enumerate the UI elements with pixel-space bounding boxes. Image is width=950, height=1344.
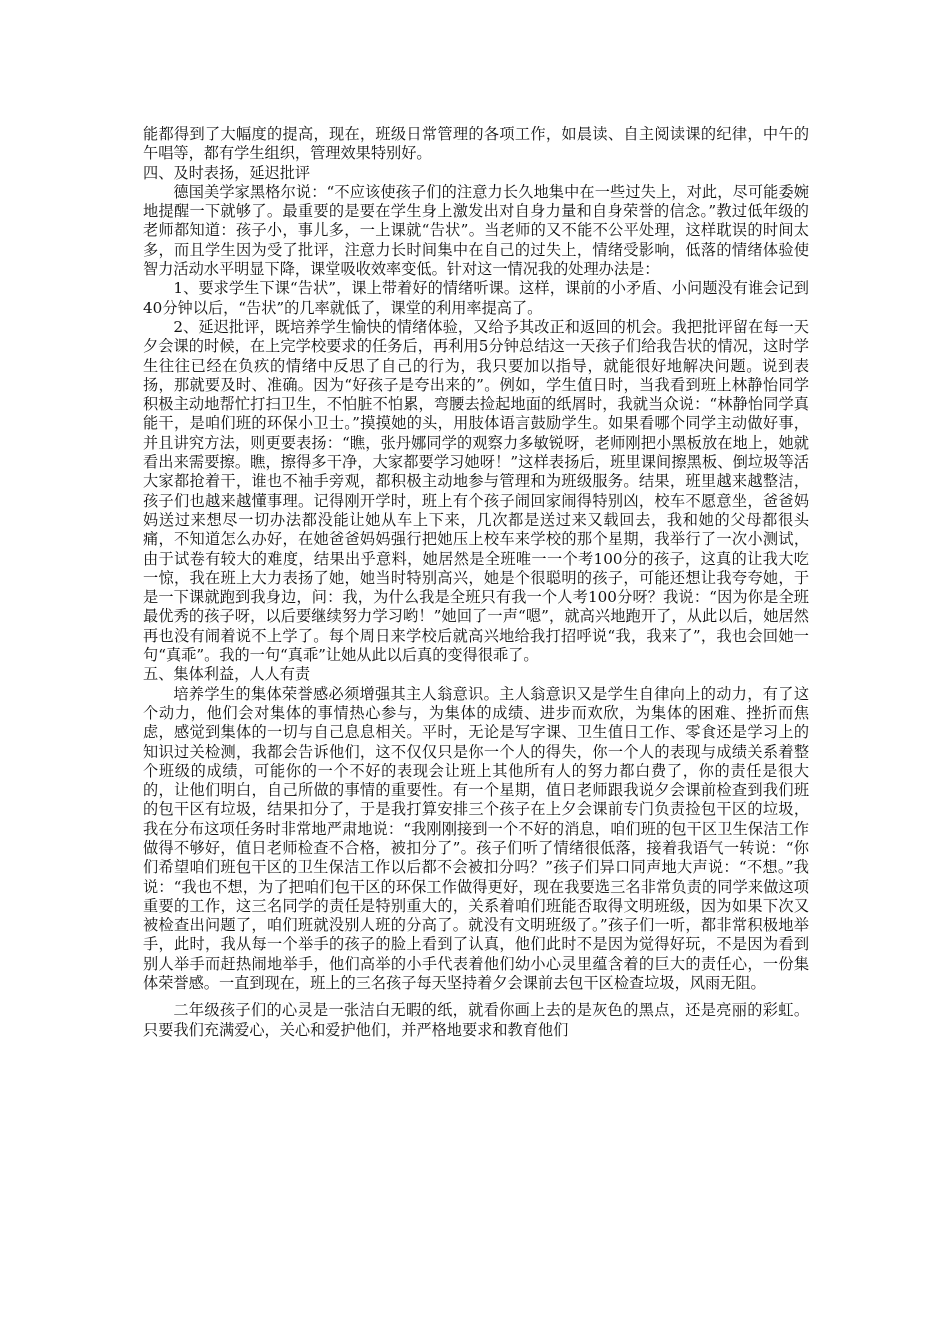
paragraph-point-1: 1、要求学生下课“告状”，课上带着好的情绪听课。这样，课前的小矛盾、小问题没有谁会记到40分钟以后，“告状”的几率就低了，课堂的利用率提高了。 [143, 279, 809, 317]
section-heading-5: 五、集体利益，人人有责 [143, 665, 311, 684]
paragraph-conclusion: 二年级孩子们的心灵是一张洁白无暇的纸，就看你画上去的是灰色的黑点，还是亮丽的彩虹。只要我们充满爱心，关心和爱护他们，并严格地要求和教育他们 [143, 1001, 809, 1039]
paragraph-continued: 能都得到了大幅度的提高，现在，班级日常管理的各项工作，如晨读、自主阅读课的纪律，中午的午唱等，都有学生组织，管理效果特别好。 [143, 125, 809, 163]
paragraph-hegel-quote: 德国美学家黑格尔说：“不应该使孩子们的注意力长久地集中在一些过失上，对此，尽可能委婉地提醒一下就够了。最重要的是要在学生身上激发出对自身力量和自身荣誉的信念。”教过低年级的老师都知道：孩子小，事儿多，一上课就“告状”。当老师的又不能不公平处理，这样耽误的时间太多，而且学生因为受了批评，注意力长时间集中在自己的过失上，情绪受影响，低落的情绪体验使智力活动水平明显下降，课堂吸收效率变低。针对这一情况我的处理办法是： [143, 182, 809, 279]
section-heading-4: 四、及时表扬，延迟批评 [143, 163, 311, 182]
paragraph-point-2: 2、延迟批评，既培养学生愉快的情绪体验，又给予其改正和返回的机会。我把批评留在每一天夕会课的时候，在上完学校要求的任务后，再利用5分钟总结这一天孩子们给我告状的情况，这时学生往往已经在负疚的情绪中反思了自己的行为，我只要加以指导，就能很好地解决问题。说到表扬，那就要及时、准确。因为“好孩子是夸出来的”。例如，学生值日时，当我看到班上林静怡同学积极主动地帮忙打扫卫生，不怕脏不怕累，弯腰去捡起地面的纸屑时，我就当众说：“林静怡同学真能干，是咱们班的环保小卫士。”摸摸她的头，用肢体语言鼓励学生。如果看哪个同学主动做好事，并且讲究方法，则更要表扬：“瞧，张丹娜同学的观察力多敏锐呀，老师刚把小黑板放在地上，她就看出来需要擦。瞧，擦得多干净，大家都要学习她呀！”这样表扬后，班里课间擦黑板、倒垃圾等活大家都抢着干，谁也不袖手旁观，都积极主动地参与管理和为班级服务。结果，班里越来越整洁，孩子们也越来越懂事理。记得刚开学时，班上有个孩子闹回家闹得特别凶，校车不愿意坐，爸爸妈妈送过来想尽一切办法都没能让她从车上下来，几次都是送过来又载回去，我和她的父母都很头痛，不知道怎么办好，在她爸爸妈妈强行把她压上校车来学校的那个星期，我举行了一次小测试，由于试卷有较大的难度，结果出乎意料，她居然是全班唯一一个考100分的孩子，这真的让我大吃一惊，我在班上大力表扬了她，她当时特别高兴，她是个很聪明的孩子，可能还想让我夸夸她，于是一下课就跑到我身边，问：我，为什么我是全班只有我一个人考100分呀？我说：“因为你是全班最优秀的孩子呀，以后要继续努力学习哟！”她回了一声“嗯”，就高兴地跑开了，从此以后，她居然再也没有闹着说不上学了。每个周日来学校后就高兴地给我打招呼说“我，我来了”，我也会回她一句“真乖”。我的一句“真乖”让她从此以后真的变得很乖了。 [143, 317, 809, 665]
document-body [143, 125, 809, 1040]
paragraph-collective-honor: 培养学生的集体荣誉感必须增强其主人翁意识。主人翁意识又是学生自律向上的动力，有了这个动力，他们会对集体的事情热心参与，为集体的成绩、进步而欢欣，为集体的困难、挫折而焦虑，感觉到集体的一切与自己息息相关。平时，无论是写字课、卫生值日工作、零食还是学习上的知识过关检测，我都会告诉他们，这不仅仅只是你一个人的得失，你一个人的表现与成绩关系着整个班级的成绩，可能你的一个不好的表现会让班上其他所有人的努力都白费了，你的责任是很大的，让他们明白，自己所做的事情的重要性。有一个星期，值日老师跟我说夕会课前检查到我们班的包干区有垃圾，结果扣分了，于是我打算安排三个孩子在上夕会课前专门负责捡包干区的垃圾，我在分布这项任务时非常地严肃地说：“我刚刚接到一个不好的消息，咱们班的包干区卫生保洁工作做得不够好，值日老师检查不合格，被扣分了”。孩子们听了情绪很低落，接着我语气一转说：“你们希望咱们班包干区的卫生保洁工作以后都不会被扣分吗？”孩子们异口同声地大声说：“不想。”我说：“我也不想，为了把咱们包干区的环保工作做得更好，现在我要选三名非常负责的同学来做这项重要的工作，这三名同学的责任是特别重大的，关系着咱们班能否取得文明班级，因为如果下次又被检查出问题了，咱们班就没别人班的分高了。就没有文明班级了。”孩子们一听，都非常积极地举手，此时，我从每一个举手的孩子的脸上看到了认真，他们此时不是因为觉得好玩，不是因为看到别人举手而赶热闹地举手，他们高举的小手代表着他们幼小心灵里蕴含着的巨大的责任心，一份集体荣誉感。一直到现在，班上的三名孩子每天坚持着夕会课前去包干区检查垃圾，风雨无阻。 [143, 684, 809, 993]
